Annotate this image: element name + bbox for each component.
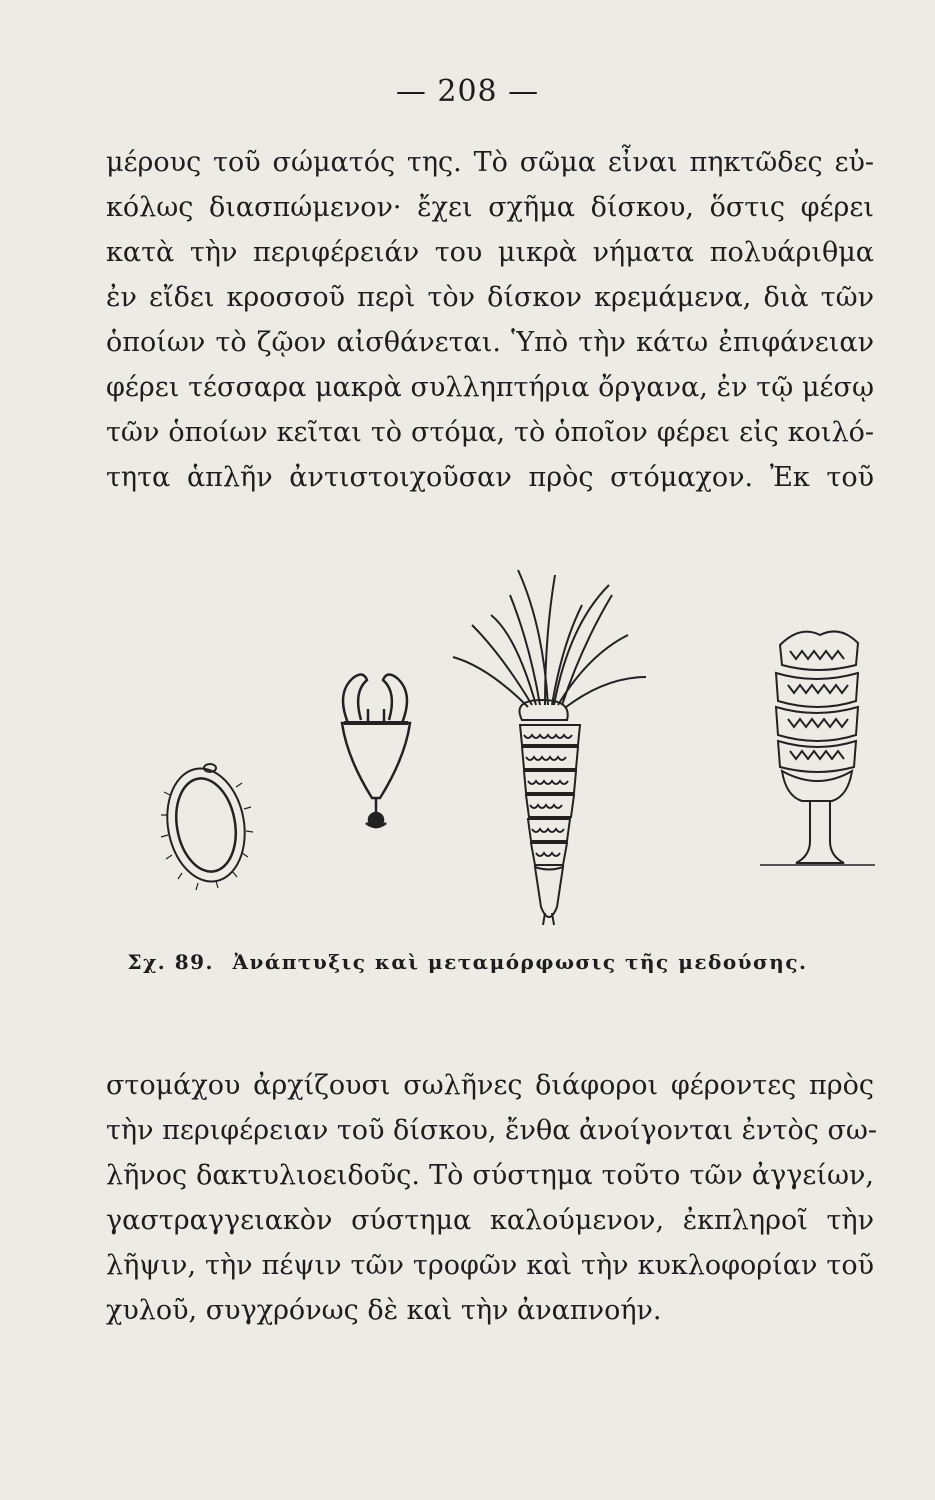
text-line: τὴν περιφέρειαν τοῦ δίσκου, ἔνθα ἀνοίγονται ἐντὸς σω- bbox=[106, 1115, 878, 1146]
text-line: τῶν ὁποίων κεῖται τὸ στόμα, τὸ ὁποῖον φέρει εἰς κοιλό- bbox=[106, 417, 874, 448]
text-line: ὁποίων τὸ ζῷον αἰσθάνεται. Ὑπὸ τὴν κάτω ἐπιφάνειαν bbox=[106, 327, 874, 358]
figure-label: Σχ. 89. bbox=[127, 950, 215, 974]
strobila-drawing bbox=[453, 570, 646, 925]
text-line: χυλοῦ, συγχρόνως δὲ καὶ τὴν ἀναπνοήν. bbox=[106, 1295, 662, 1326]
text-line: μέρους τοῦ σώματός της. Τὸ σῶμα εἶναι πηκτῶδες εὐ- bbox=[106, 147, 874, 178]
text-line: κατὰ τὴν περιφέρειάν του μικρὰ νήματα πολυάριθμα bbox=[106, 237, 874, 268]
figure-caption-text: Ἀνάπτυξις καὶ μεταμόρφωσις τῆς μεδούσης. bbox=[232, 950, 808, 974]
text-line: ἐν εἴδει κροσσοῦ περὶ τὸν δίσκον κρεμάμενα, διὰ τῶν bbox=[106, 282, 874, 313]
young-polyp-drawing bbox=[342, 674, 410, 827]
text-line: λῆνος δακτυλιοειδοῦς. Τὸ σύστημα τοῦτο τῶν ἀγγείων, bbox=[106, 1160, 874, 1191]
text-line: τητα ἁπλῆν ἀντιστοιχοῦσαν πρὸς στόμαχον. Ἐκ τοῦ bbox=[106, 462, 874, 493]
planula-larva-drawing bbox=[159, 762, 254, 890]
text-line: κόλως διασπώμενον· ἔχει σχῆμα δίσκου, ὅστις φέρει bbox=[106, 192, 874, 223]
page-number: — 208 — bbox=[395, 74, 540, 109]
text-line: φέρει τέσσαρα μακρὰ συλληπτήρια ὄργανα, ἐν τῷ μέσῳ bbox=[106, 372, 874, 403]
figure-medusa-development bbox=[140, 555, 880, 935]
figure-caption bbox=[0, 950, 935, 974]
paragraph-top bbox=[106, 140, 874, 500]
text-line: στομάχου ἀρχίζουσι σωλῆνες διάφοροι φέροντες πρὸς bbox=[106, 1070, 874, 1101]
figure-illustration bbox=[140, 555, 880, 935]
ephyra-stack-drawing bbox=[760, 631, 875, 865]
text-line: γαστραγγειακὸν σύστημα καλούμενον, ἐκπληροῖ τὴν bbox=[106, 1205, 874, 1236]
paragraph-bottom bbox=[106, 1063, 878, 1333]
text-line: λῆψιν, τὴν πέψιν τῶν τροφῶν καὶ τὴν κυκλοφορίαν τοῦ bbox=[106, 1250, 874, 1281]
